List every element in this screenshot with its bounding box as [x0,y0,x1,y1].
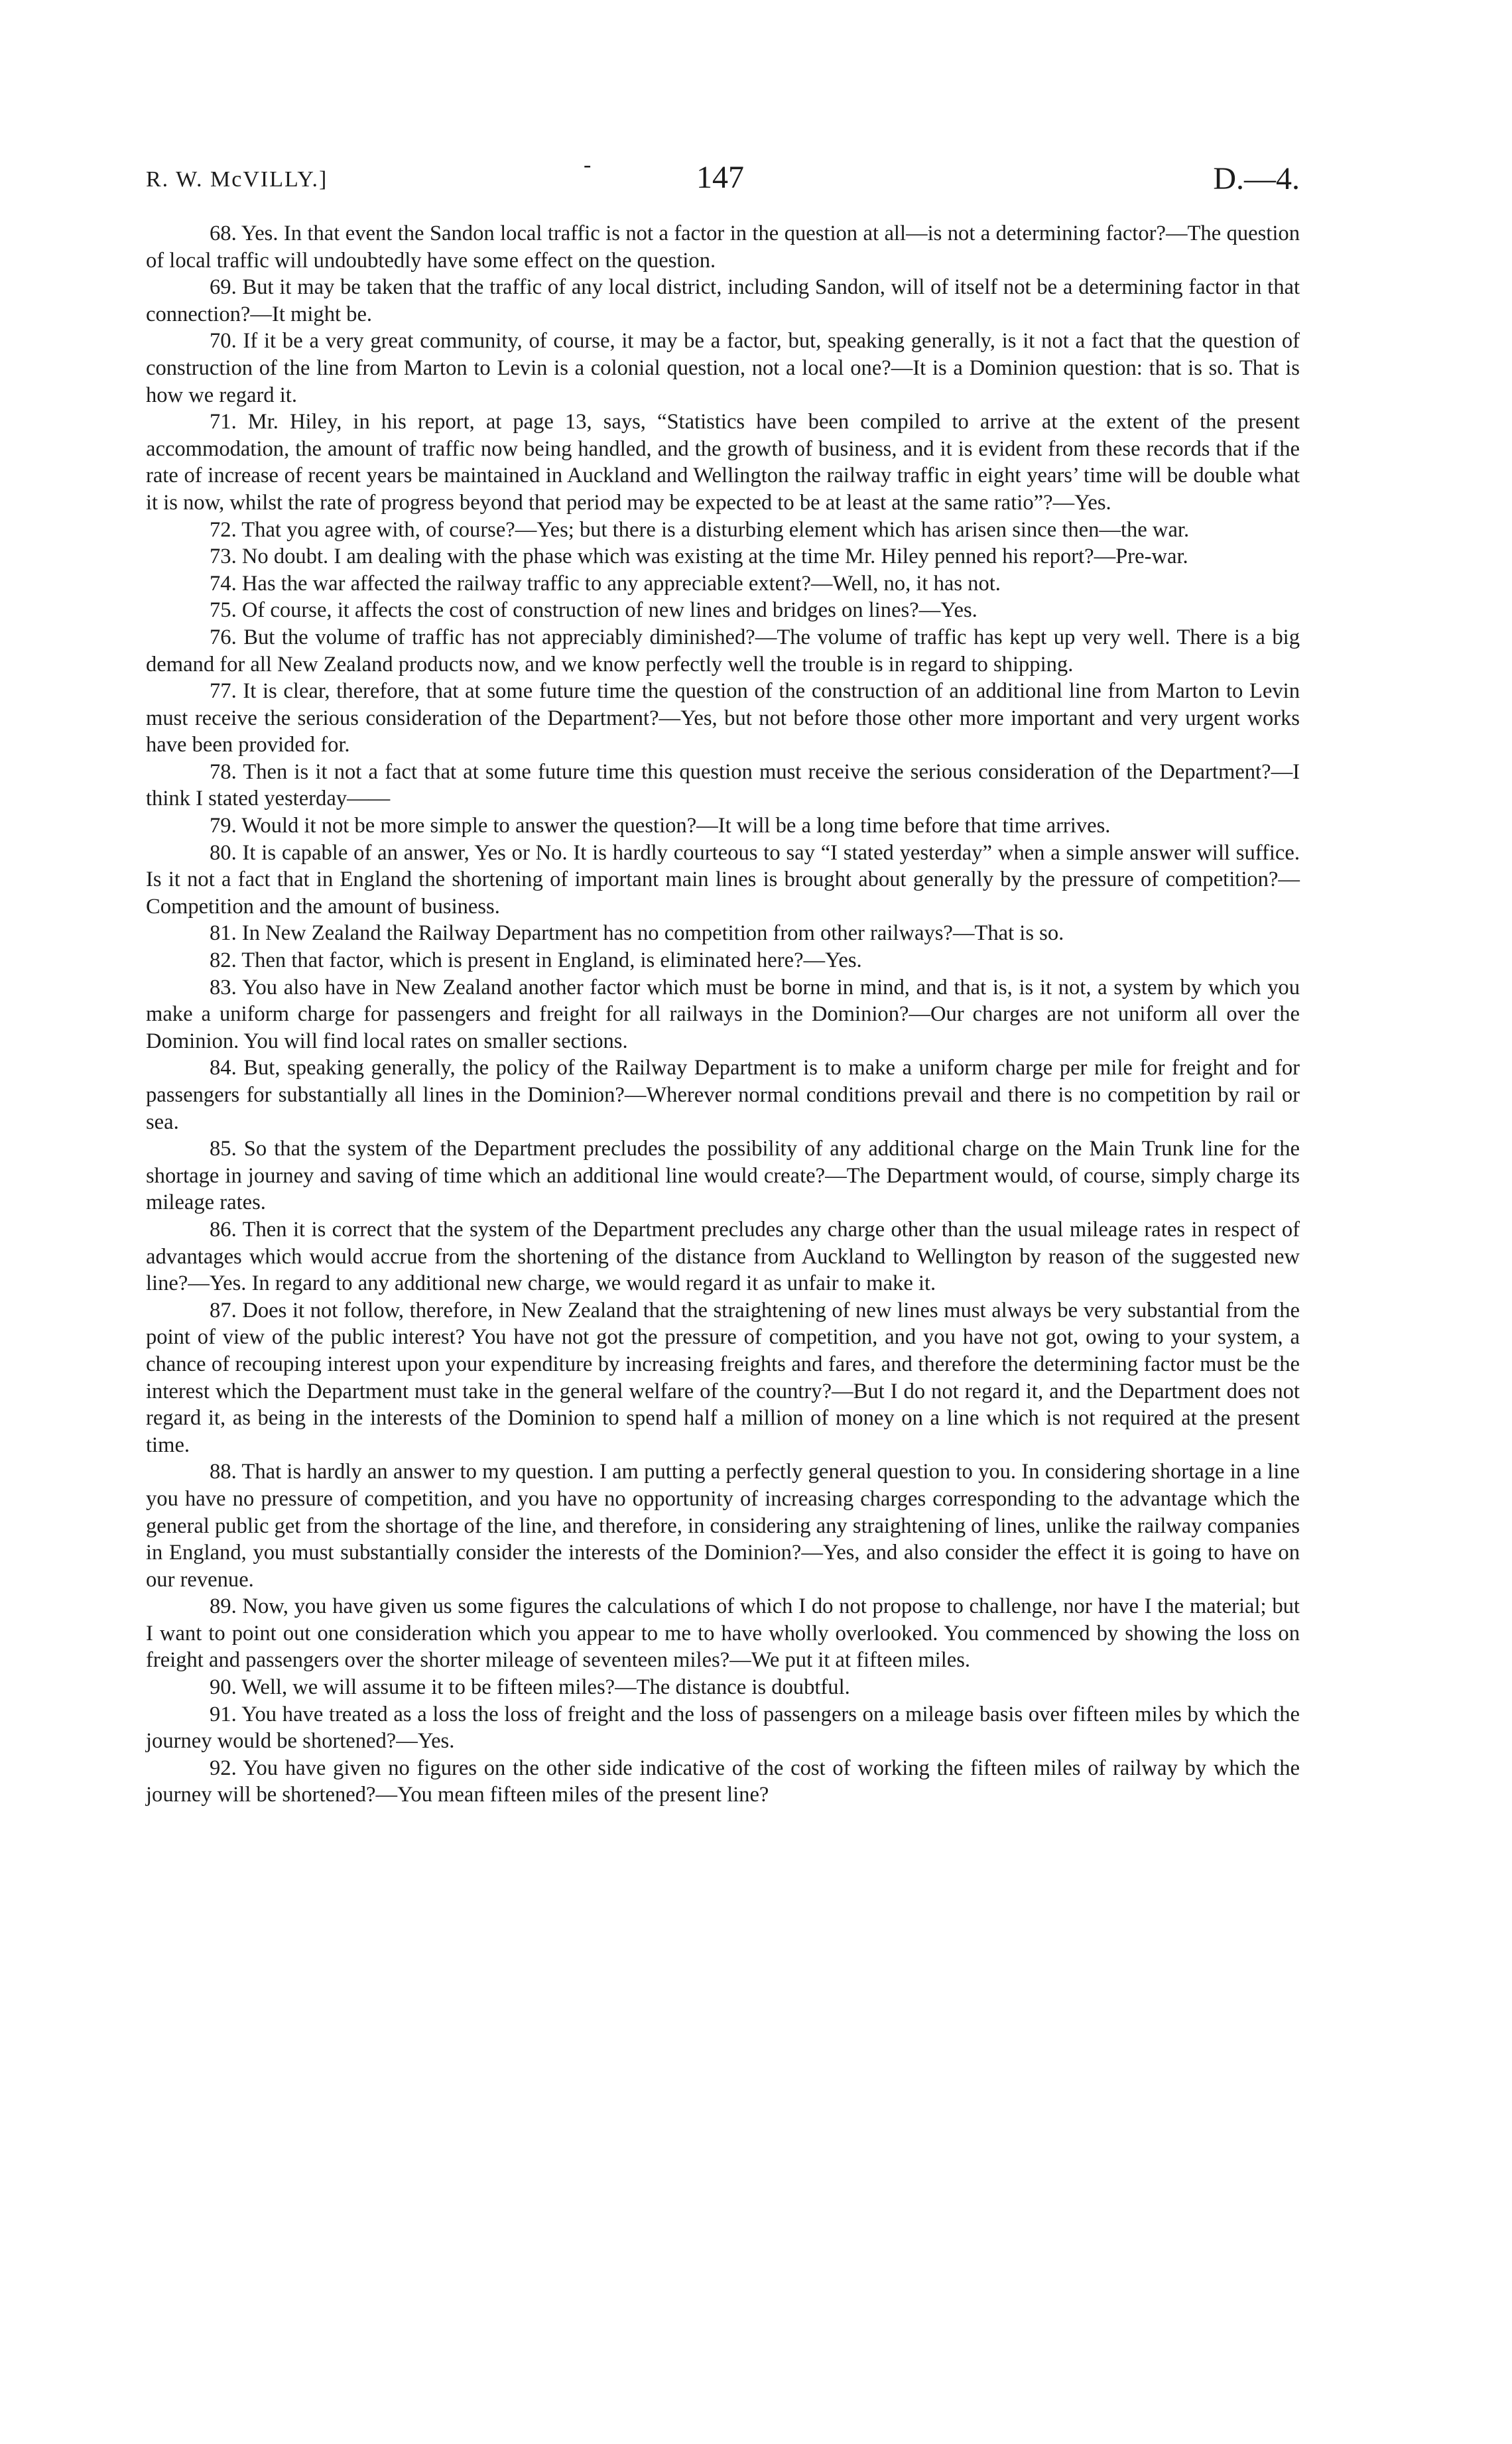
page-header [146,153,1300,206]
paragraph-74: 74. Has the war affected the railway traffic to any appreciable extent?—Well, no, it has not. [210,571,1001,596]
paragraph-89: 89. Now, you have given us some figures the calculations of which I do not propose to challenge, nor have I the material; but I want to point out one consideration which you appear to me to have wholly overlooked. You commenced by showing the loss on freight and passengers over the shorter mileage of seventeen miles?—We put it at fifteen miles. [146,1594,1300,1673]
paragraph-83: 83. You also have in New Zealand another factor which must be borne in mind, and that is, is it not, a system by which you make a uniform charge for passengers and freight for all railways in the Dominion?—Our charges are not uniform all over the Dominion. You will find local rates on smaller sections. [146,975,1300,1053]
testimony-body [146,220,1300,1809]
paragraph-84: 84. But, speaking generally, the policy of the Railway Department is to make a uniform charge per mile for freight and for passengers for substantially all lines in the Dominion?—Wherever normal conditions prevail and there is no competition by rail or sea. [146,1056,1300,1134]
paragraph-77: 77. It is clear, therefore, that at some future time the question of the construction of an additional line from Marton to Levin must receive the serious consideration of the Department?—Yes, but not before those other more important and very urgent works have been provided for. [146,679,1300,757]
paragraph-69: 69. But it may be taken that the traffic of any local district, including Sandon, will of itself not be a determining factor in that connection?—It might be. [146,275,1300,326]
paragraph-79: 79. Would it not be more simple to answer the question?—It will be a long time before that time arrives. [210,814,1111,838]
paragraph-80: 80. It is capable of an answer, Yes or No. It is hardly courteous to say “I stated yesterday” when a simple answer will suffice. Is it not a fact that in England the shortening of important main lines is brought about generally by the pressure of competition?—Competition and the amount of business. [146,840,1300,919]
paragraph-70: 70. If it be a very great community, of course, it may be a factor, but, speaking generally, is it not a fact that the question of construction of the line from Marton to Levin is a colonial question, not a local one?—It is a Dominion question: that is so. That is how we regard it. [146,329,1300,407]
header-dash-mark: - [584,153,592,177]
paragraph-81: 81. In New Zealand the Railway Department has no competition from other railways?—That is so. [210,921,1064,946]
paragraph-72: 72. That you agree with, of course?—Yes; but there is a disturbing element which has arisen since then—the war. [210,517,1190,542]
witness-name: R. W. McVILLY.] [146,167,328,192]
paragraph-76: 76. But the volume of traffic has not appreciably diminished?—The volume of traffic has kept up very well. There is a big demand for all New Zealand products now, and we know perfectly well the trouble is in regard to shipping. [146,625,1300,676]
paragraph-68: 68. Yes. In that event the Sandon local traffic is not a factor in the question at all—is not a determining factor?—The question of local traffic will undoubtedly have some effect on the question. [146,222,1300,273]
paragraph-73: 73. No doubt. I am dealing with the phase which was existing at the time Mr. Hiley penned his report?—Pre-war. [210,545,1188,569]
paragraph-90: 90. Well, we will assume it to be fifteen miles?—The distance is doubtful. [210,1675,850,1700]
paragraph-71: 71. Mr. Hiley, in his report, at page 13, says, “Statistics have been compiled to arrive at the extent of the present accommodation, the amount of traffic now being handled, and the growth of business, and it is evident from these records that if the rate of increase of recent years be maintained in Auckland and Wellington the railway traffic in eight years’ time will be double what it is now, whilst the rate of progress beyond that period may be expected to be at least at the same ratio”?—Yes. [146,410,1300,515]
paragraph-85: 85. So that the system of the Department precludes the possibility of any additional charge on the Main Trunk line for the shortage in journey and saving of time which an additional line would create?—The Department would, of course, simply charge its mileage rates. [146,1137,1300,1215]
paragraph-82: 82. Then that factor, which is present in England, is eliminated here?—Yes. [210,948,862,973]
paragraph-88: 88. That is hardly an answer to my question. I am putting a perfectly general question to you. In considering shortage in a line you have no pressure of competition, and you have no opportunity of increasing charges corresponding to the advantage which the general public get from the shortage of the line, and therefore, in considering any straightening of lines, unlike the railway companies in England, you must substantially consider the interests of the Dominion?—Yes, and also consider the effect it is going to have on our revenue. [146,1460,1300,1592]
paragraph-87: 87. Does it not follow, therefore, in New Zealand that the straightening of new lines must always be very substantial from the point of view of the public interest? You have not got the pressure of competition, and you have not got, owing to your system, a chance of recouping interest upon your expenditure by increasing freights and fares, and therefore the determining factor must be the interest which the Department must take in the general welfare of the country?—But I do not regard it, and the Department does not regard it, as being in the interests of the Dominion to spend half a million of money on a line which is not required at the present time. [146,1298,1300,1457]
paragraph-78: 78. Then is it not a fact that at some future time this question must receive the serious consideration of the Department?—I think I stated yesterday—— [146,759,1300,811]
paragraph-91: 91. You have treated as a loss the loss of freight and the loss of passengers on a mileage basis over fifteen miles by which the journey would be shortened?—Yes. [146,1702,1300,1754]
document-page [146,153,1300,1809]
paragraph-86: 86. Then it is correct that the system of the Department precludes any charge other than the usual mileage rates in respect of advantages which would accrue from the shortening of the distance from Auckland to Wellington by reason of the suggested new line?—Yes. In regard to any additional new charge, we would regard it as unfair to make it. [146,1217,1300,1296]
paragraph-92: 92. You have given no figures on the other side indicative of the cost of working the fifteen miles of railway by which the journey will be shortened?—You mean fifteen miles of the present line? [146,1756,1300,1807]
page-number: 147 [696,160,744,195]
paragraph-75: 75. Of course, it affects the cost of construction of new lines and bridges on lines?—Yes. [210,598,977,623]
document-reference: D.—4. [1213,161,1300,196]
